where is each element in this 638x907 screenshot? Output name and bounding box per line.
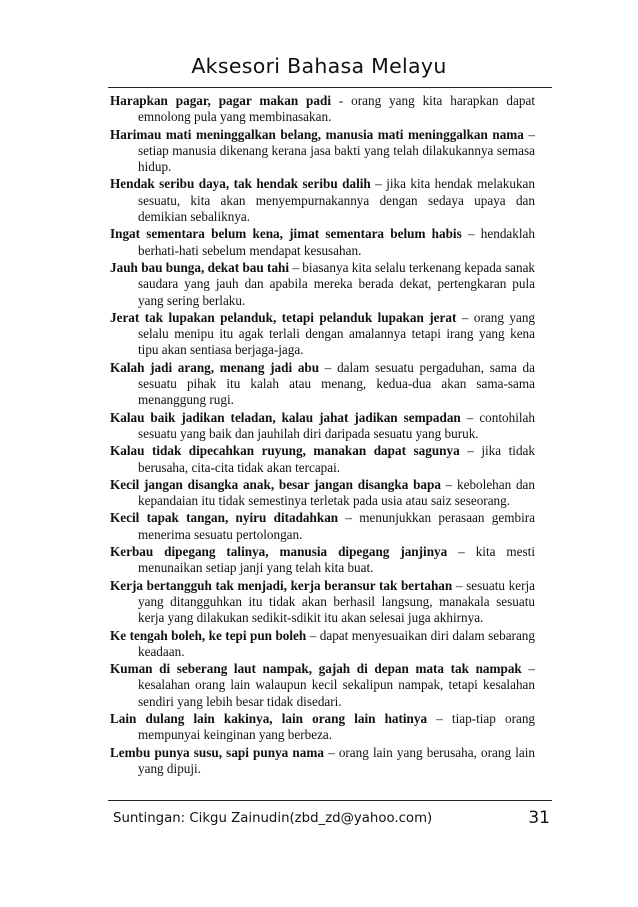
proverb-meaning: – orang yang selalu menipu itu agak terlali dengan amalannya tetapi irang yang kena tipu akan sentiasa berjaga-jaga.: [138, 309, 536, 358]
proverb-entry: [110, 544, 535, 577]
page-number: 31: [528, 808, 550, 828]
proverb-meaning: – dapat menyesuaikan diri dalam sebarang keadaan.: [138, 627, 535, 659]
proverb-meaning: – biasanya kita selalu terkenang kepada sanak saudara yang jauh dan apabila mereka berada dekat, pertengkaran pula yang sering berlaku.: [138, 259, 536, 308]
proverb-entry: [110, 176, 535, 225]
proverb-phrase: Lain dulang lain kakinya, lain orang lain hatinya: [110, 710, 428, 726]
proverb-phrase: Ingat sementara belum kena, jimat sementara belum habis: [110, 226, 462, 242]
proverb-phrase: Kuman di seberang laut nampak, gajah di depan mata tak nampak: [110, 661, 522, 677]
proverb-meaning: – kebolehan dan kepandaian itu tidak semestinya terletak pada usia atau saiz seseorang.: [138, 476, 535, 509]
proverb-entry: [110, 661, 535, 710]
proverb-phrase: Ke tengah boleh, ke tepi pun boleh: [110, 627, 307, 643]
proverb-entry: [110, 226, 535, 259]
proverb-meaning: – jika tidak berusaha, cita-cita tidak akan tercapai.: [138, 443, 535, 475]
proverb-entry: [110, 628, 535, 661]
proverb-entry: [110, 477, 535, 510]
proverb-entry: [110, 310, 535, 359]
proverb-phrase: Harimau mati meninggalkan belang, manusia mati meninggalkan nama: [110, 126, 524, 142]
proverb-list: [110, 93, 535, 777]
proverb-meaning: – kesalahan orang lain walaupun kecil sekalipun nampak, tetapi kesalahan sendiri yang lebih besar tidak disedari.: [138, 661, 535, 709]
proverb-entry: [110, 410, 535, 443]
proverb-entry: [110, 510, 535, 543]
footer-divider: [108, 800, 552, 801]
proverb-phrase: Jauh bau bunga, dekat bau tahi: [110, 259, 290, 275]
proverb-phrase: Harapkan pagar, pagar makan padi: [110, 93, 331, 108]
proverb-phrase: Kecil jangan disangka anak, besar jangan disangka bapa: [110, 476, 441, 492]
proverb-entry: [110, 360, 535, 409]
proverb-phrase: Kalah jadi arang, menang jadi abu: [110, 359, 320, 375]
proverb-meaning: – kita mesti menunaikan setiap janji yang telah kita buat.: [138, 544, 535, 576]
proverb-meaning: – menunjukkan perasaan gembira menerima sesuatu pertolongan.: [138, 510, 535, 542]
proverb-meaning: – jika kita hendak melakukan sesuatu, kita akan menyempurnakannya dengan sedaya upaya dan demikian sebaliknya.: [138, 176, 535, 225]
proverb-meaning: – contohilah sesuatu yang baik dan jauhilah diri daripada sesuatu yang buruk.: [138, 409, 535, 441]
proverb-phrase: Kerja bertangguh tak menjadi, kerja beransur tak bertahan: [110, 577, 453, 593]
proverb-phrase: Kecil tapak tangan, nyiru ditadahkan: [110, 510, 339, 526]
proverb-meaning: – sesuatu kerja yang ditangguhkan itu tidak akan berhasil langsung, manakala sesuatu kerja yang dilakukan sedikit-sdikit itu akan selesai juga akhirnya.: [138, 577, 535, 626]
page-title: Aksesori Bahasa Melayu: [191, 54, 447, 78]
proverb-phrase: Jerat tak lupakan pelanduk, tetapi pelanduk lupakan jerat: [110, 309, 457, 325]
proverb-entry: [110, 127, 535, 176]
proverb-meaning: – dalam sesuatu pergaduhan, sama da sesuatu pihak itu kalah atau menang, kedua-dua akan sama-sama menanggung rugi.: [138, 359, 535, 408]
header-divider: [108, 87, 552, 88]
proverb-phrase: Kalau tidak dipecahkan ruyung, manakan dapat sagunya: [110, 443, 460, 459]
proverb-phrase: Lembu punya susu, sapi punya nama: [110, 744, 324, 760]
proverb-entry: [110, 578, 535, 627]
proverb-phrase: Kerbau dipegang talinya, manusia dipegang janjinya: [110, 544, 448, 560]
proverb-meaning: – orang lain yang berusaha, orang lain yang dipuji.: [138, 744, 535, 776]
proverb-phrase: Hendak seribu daya, tak hendak seribu dalih: [110, 176, 371, 192]
proverb-entry: [110, 745, 535, 778]
proverb-meaning: – setiap manusia dikenang kerana jasa bakti yang telah dilakukannya semasa hidup.: [138, 126, 536, 175]
proverb-phrase: Kalau baik jadikan teladan, kalau jahat jadikan sempadan: [110, 409, 461, 425]
proverb-entry: [110, 260, 535, 309]
proverb-meaning: – tiap-tiap orang mempunyai keinginan yang berbeza.: [138, 710, 536, 743]
proverb-meaning: - orang yang kita harapkan dapat emnolong pula yang membinasakan.: [138, 93, 535, 125]
footer-credit: Suntingan: Cikgu Zainudin(zbd_zd@yahoo.com): [113, 811, 433, 826]
proverb-entry: [110, 93, 535, 126]
proverb-entry: [110, 711, 535, 744]
proverb-meaning: – hendaklah berhati-hati sebelum mendapat kesusahan.: [138, 226, 535, 258]
proverb-entry: [110, 443, 535, 476]
